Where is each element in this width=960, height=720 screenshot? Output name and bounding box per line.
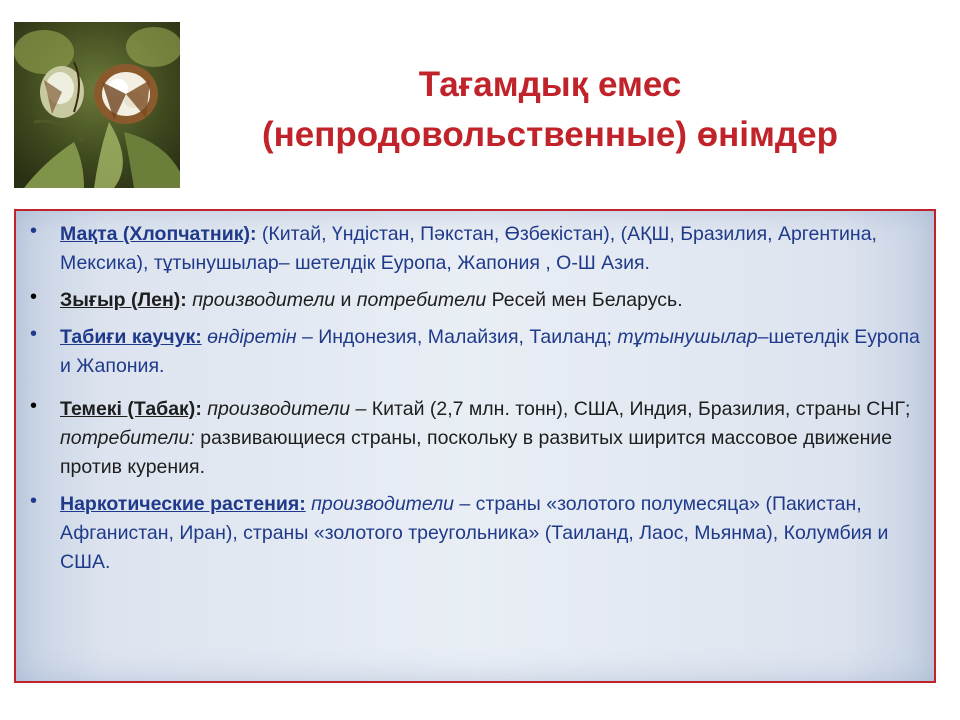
list-item-rubber: [30, 323, 920, 381]
item-italic: производители: [207, 398, 351, 420]
bullet-icon: •: [30, 220, 38, 242]
list-item-tobacco: [30, 395, 920, 482]
slide-title: [200, 60, 900, 160]
item-label: Табиғи каучук:: [60, 326, 202, 348]
item-colon: :: [249, 223, 257, 245]
list-item-narcotic: [30, 490, 920, 577]
item-text: Ресей мен Беларусь.: [486, 289, 683, 311]
title-line-2: (непродовольственные) өнімдер: [262, 115, 838, 154]
item-italic: производители: [192, 289, 336, 311]
item-label: Наркотические растения:: [60, 493, 306, 515]
title-line-1: Тағамдық емес: [418, 65, 682, 104]
item-colon: :: [195, 398, 202, 420]
list-item-flax: [30, 286, 920, 315]
bullet-icon: •: [30, 395, 38, 417]
item-text: (Китай, Үндістан, Пәкстан, Өзбекістан), (АҚШ, Бразилия, Аргентина, Мексика), тұтынушылар– шетелдік Еуропа, Жапония , О-Ш Азия.: [60, 223, 877, 274]
bullet-icon: •: [30, 286, 38, 308]
list-item-cotton: [30, 220, 920, 278]
item-italic: производители: [311, 493, 454, 515]
product-list: [30, 220, 920, 577]
bullet-icon: •: [30, 490, 38, 512]
item-text: –шетелдік Еуропа и Жапония.: [60, 326, 920, 377]
bullet-icon: •: [30, 323, 38, 345]
item-italic: потребители: [356, 289, 487, 311]
item-text: – страны «золотого полумесяца» (Пакистан, Афганистан, Иран), страны «золотого треугольника» (Таиланд, Лаос, Мьянма), Колумбия и США.: [60, 493, 889, 573]
item-text: – Китай (2,7 млн. тонн), США, Индия, Бразилия, страны СНГ;: [350, 398, 911, 420]
item-label: Темекі (Табак): [60, 398, 196, 420]
cotton-photo: [14, 22, 180, 188]
item-text: – Индонезия, Малайзия, Таиланд;: [296, 326, 618, 348]
cotton-boll-photo-icon: [14, 22, 180, 188]
item-colon: :: [180, 289, 187, 311]
item-text: и: [335, 289, 357, 311]
item-text: развивающиеся страны, поскольку в развитых ширится массовое движение против курения.: [60, 427, 893, 478]
item-italic: тұтынушылар: [617, 326, 758, 348]
item-label: Мақта (Хлопчатник): [60, 223, 250, 245]
item-label: Зығыр (Лен): [60, 289, 181, 311]
item-italic: потребители:: [60, 427, 195, 449]
item-italic: өндіретін: [207, 326, 297, 348]
